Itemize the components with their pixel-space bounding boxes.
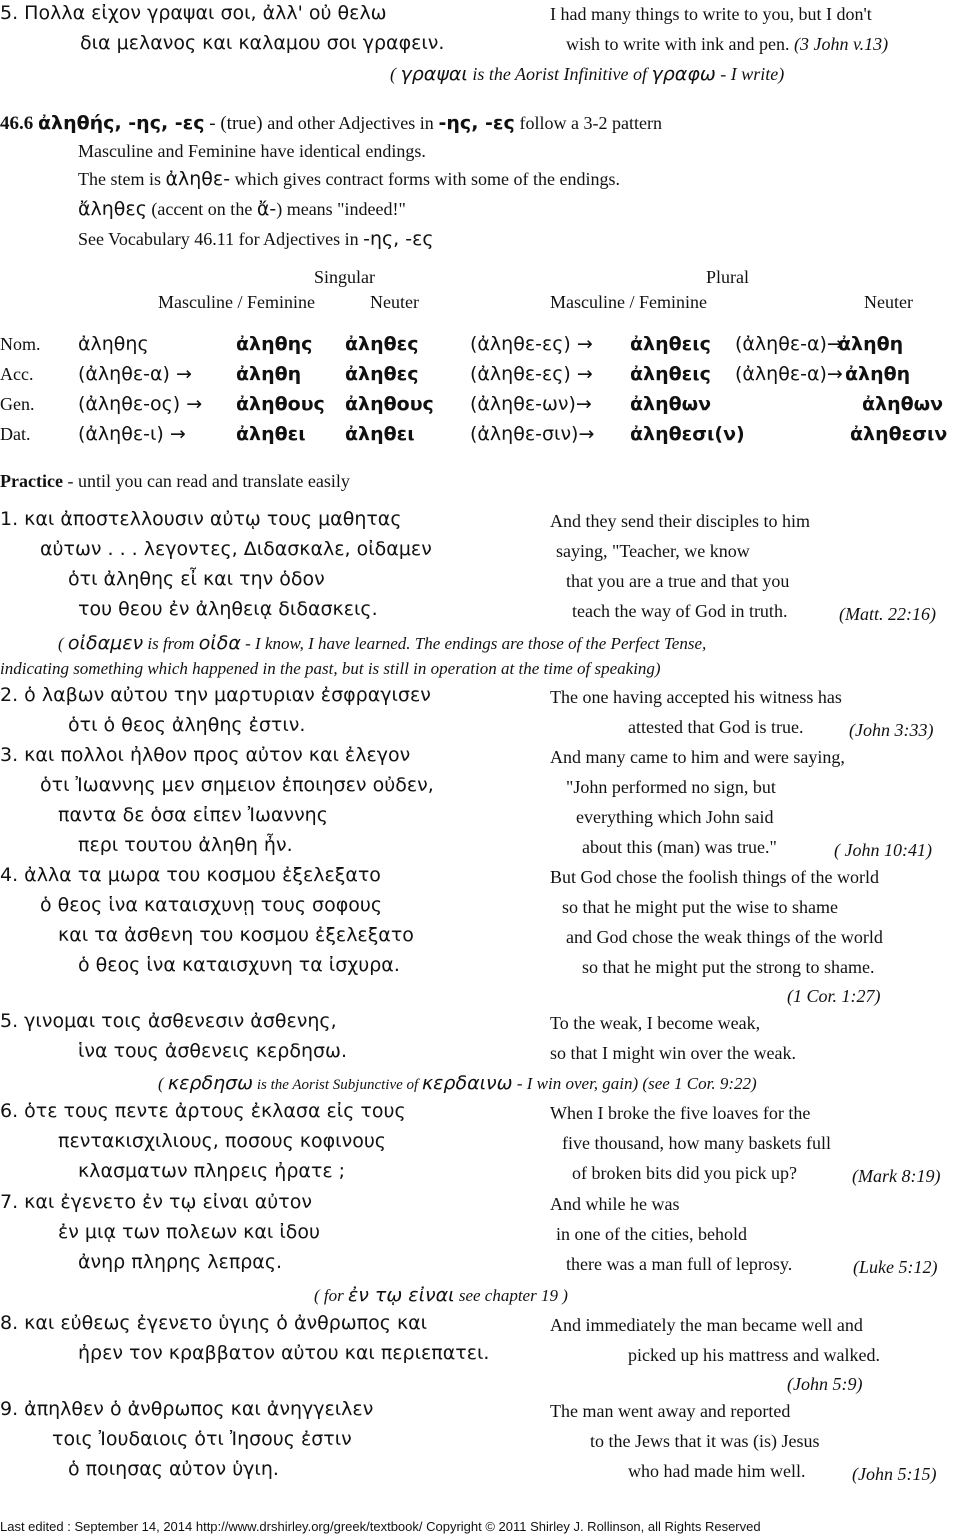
declension-pl-n-cell: ἀληθη [845, 363, 911, 385]
section-text: The stem is [78, 169, 161, 189]
practice-english-line: And they send their disciples to him [550, 511, 810, 531]
declension-sg-mf-cell: ἀληθους [236, 393, 325, 415]
practice-english-line: so that he might put the wise to shame [562, 897, 838, 917]
note-oidamen-line-2: indicating something which happened in the past, but is still in operation at the time of speaking) [0, 659, 661, 678]
declension-pl-n-cell: ἀληθεσιν [850, 423, 948, 445]
practice-english-line: And while he was [550, 1194, 680, 1214]
practice-english-line: five thousand, how many baskets full [562, 1133, 831, 1153]
note-paren: ( [158, 1074, 168, 1093]
declension-pl-mf-cell: ἀληθων [630, 393, 712, 415]
practice-english-line: "John performed no sign, but [566, 777, 776, 797]
practice-english-line: to the Jews that it was (is) Jesus [590, 1431, 820, 1451]
stem-greek: ἀληθε- [165, 168, 231, 190]
note-greek-word: οἰδαμεν [67, 632, 144, 654]
practice-greek-line: ὁτι ὁ θεος ἀληθης ἐστιν. [68, 714, 306, 736]
declension-pl-mf-cell: ἀληθεις [630, 363, 711, 385]
declension-sg-pre-cell: (ἀληθε-α) → [78, 363, 192, 385]
practice-greek-line: 3. και πολλοι ἠλθον προς αὐτον και ἐλεγον [0, 744, 411, 766]
declension-pl-mf-cell: ἀληθεσι(ν) [630, 423, 745, 445]
note-greek-word: κερδησω [167, 1072, 254, 1094]
note-text: is from [143, 634, 199, 653]
table-header-neuter-singular: Neuter [370, 292, 419, 312]
reference-6: (Mark 8:19) [852, 1166, 941, 1186]
section-text: ) means "indeed!" [276, 199, 406, 219]
practice-greek-line: του θεου ἐν ἀληθειᾳ διδασκεις. [78, 598, 378, 620]
declension-pl-pre-cell: (ἀληθε-σιν)→ [470, 423, 595, 445]
practice-greek-line: ὁτι Ἰωαννης μεν σημειον ἐποιησεν οὐδεν, [40, 774, 434, 796]
practice-heading [0, 472, 350, 490]
declension-case-cell: Gen. [0, 394, 35, 414]
table-header-mf-plural: Masculine / Feminine [550, 292, 707, 312]
practice-english-line: attested that God is true. [628, 717, 804, 737]
section-line-5 [78, 230, 434, 249]
practice-subtitle: - until you can read and translate easily [62, 471, 350, 491]
section-line-3 [78, 170, 620, 189]
declension-pl-pre-cell: (ἀληθε-ες) → [470, 363, 593, 385]
intro-greek-line-1: 5. Πολλα εἰχον γραψαι σοι, ἀλλ' οὐ θελω [0, 2, 387, 24]
section-line-4 [78, 200, 406, 219]
table-header-singular: Singular [314, 267, 375, 287]
practice-greek-line: 2. ὁ λαβων αὐτου την μαρτυριαν ἐσφραγισεν [0, 684, 431, 706]
reference-8: (John 5:9) [787, 1374, 863, 1394]
practice-english-line: that you are a true and that you [566, 571, 790, 591]
practice-greek-line: 8. και εὐθεως ἐγενετο ὑγιης ὁ ἀνθρωπος και [0, 1312, 428, 1334]
practice-greek-line: και τα ἀσθενη του κοσμου ἐξελεξατο [58, 924, 414, 946]
practice-english-line: teach the way of God in truth. [572, 601, 788, 621]
reference-4: (1 Cor. 1:27) [787, 986, 881, 1006]
section-heading-text-2: follow a 3-2 pattern [519, 113, 662, 133]
note-text: - I win over, gain) (see 1 Cor. 9:22) [512, 1074, 757, 1093]
practice-english-line: And immediately the man became well and [550, 1315, 863, 1335]
note-paren: ( [58, 634, 68, 653]
table-header-neuter-plural: Neuter [864, 292, 913, 312]
note-greek-word: οἰδα [198, 632, 241, 654]
section-heading-greek: ἀληθής, -ης, -ες [38, 112, 205, 134]
practice-greek-line: ἀνηρ πληρης λεπρας. [78, 1251, 283, 1273]
practice-english-line: in one of the cities, behold [556, 1224, 747, 1244]
practice-greek-line: αὐτων . . . λεγοντες, Διδασκαλε, οἰδαμεν [40, 538, 432, 560]
practice-english-line: The one having accepted his witness has [550, 687, 842, 707]
declension-case-cell: Dat. [0, 424, 31, 444]
practice-english-line: The man went away and reported [550, 1401, 791, 1421]
section-line-2: Masculine and Feminine have identical endings. [78, 141, 426, 161]
intro-english-line-1: I had many things to write to you, but I don't [550, 4, 872, 24]
practice-english-line: saying, "Teacher, we know [556, 541, 750, 561]
declension-pl-n-cell: ἀληθη [838, 333, 904, 355]
note-text: see chapter 19 ) [454, 1286, 568, 1305]
declension-sg-mf-cell: ἀληθει [236, 423, 306, 445]
declension-pl-npre-cell: (ἀληθε-α)→ [735, 333, 843, 355]
intro-english-line-2 [566, 35, 888, 53]
practice-title: Practice [0, 471, 63, 491]
declension-sg-n-cell: ἀληθες [345, 333, 419, 355]
note-greek-word: γραψαι [400, 63, 468, 85]
practice-greek-line: ἱνα τους ἀσθενεις κερδησω. [78, 1040, 348, 1062]
practice-english-line: And many came to him and were saying, [550, 747, 845, 767]
note-text: is the Aorist Infinitive of [467, 64, 652, 84]
section-text: See Vocabulary 46.11 for Adjectives in [78, 229, 359, 249]
table-header-plural: Plural [706, 267, 749, 287]
practice-greek-line: 6. ὁτε τους πεντε ἀρτους ἐκλασα εἰς τους [0, 1100, 406, 1122]
declension-pl-pre-cell: (ἀληθε-ων)→ [470, 393, 592, 415]
practice-greek-line: 7. και ἐγενετο ἐν τῳ εἰναι αὐτον [0, 1191, 312, 1213]
declension-pl-mf-cell: ἀληθεις [630, 333, 711, 355]
table-header-mf-singular: Masculine / Feminine [158, 292, 315, 312]
intro-english-text: wish to write with ink and pen. [566, 34, 790, 54]
note-text: - I write) [715, 64, 785, 84]
accent-greek: ἄ- [256, 198, 277, 220]
note-en-to-einai [314, 1286, 568, 1305]
practice-greek-line: 5. γινομαι τοις ἀσθενεσιν ἀσθενης, [0, 1010, 337, 1032]
note-greek-word: γραφω [651, 63, 716, 85]
reference-1: (Matt. 22:16) [839, 604, 936, 624]
practice-greek-line: 1. και ἀποστελλουσιν αὐτῳ τους μαθητας [0, 508, 402, 530]
page-footer: Last edited : September 14, 2014 http://www.drshirley.org/greek/textbook/ Copyright © 2011 Shirley J. Rollinson, all Rights Reserved [0, 1519, 761, 1534]
note-oidamen [58, 634, 706, 653]
practice-english-line: picked up his mattress and walked. [628, 1345, 880, 1365]
note-paren: ( [390, 64, 401, 84]
practice-greek-line: ἠρεν τον κραββατον αὐτου και περιεπατει. [78, 1342, 490, 1364]
section-heading-greek-2: -ης, -ες [438, 112, 515, 134]
declension-pl-pre-cell: (ἀληθε-ες) → [470, 333, 593, 355]
declension-sg-n-cell: ἀληθους [345, 393, 434, 415]
practice-english-line: so that he might put the strong to shame. [582, 957, 875, 977]
practice-english-line: there was a man full of leprosy. [566, 1254, 793, 1274]
practice-english-line: everything which John said [576, 807, 774, 827]
declension-pl-n-cell: ἀληθων [862, 393, 944, 415]
practice-greek-line: τοις Ἰουδαιοις ὁτι Ἰησους ἐστιν [52, 1428, 352, 1450]
practice-english-line: When I broke the five loaves for the [550, 1103, 811, 1123]
declension-pl-npre-cell: (ἀληθε-α)→ [735, 363, 843, 385]
declension-sg-mf-cell: ἀληθης [236, 333, 313, 355]
note-text: - I know, I have learned. The endings are those of the Perfect Tense, [240, 634, 707, 653]
reference-9: (John 5:15) [852, 1464, 937, 1484]
practice-english-line: who had made him well. [628, 1461, 806, 1481]
note-greek-phrase: ἐν τῳ εἰναι [348, 1284, 455, 1306]
declension-sg-pre-cell: (ἀληθε-ι) → [78, 423, 186, 445]
intro-reference: (3 John v.13) [793, 34, 889, 54]
practice-english-line: about this (man) was true." [582, 837, 777, 857]
note-paren: ( for [314, 1286, 348, 1305]
note-text: is the Aorist Subjunctive of [253, 1077, 422, 1093]
practice-greek-line: ὁ θεος ἱνα καταισχυνη τα ἰσχυρα. [78, 954, 400, 976]
section-text: (accent on the [151, 199, 253, 219]
practice-english-line: But God chose the foolish things of the world [550, 867, 879, 887]
intro-greek-line-2: δια μελανος και καλαμου σοι γραφειν. [80, 32, 445, 54]
section-text: which gives contract forms with some of the endings. [234, 169, 620, 189]
declension-sg-n-cell: ἀληθες [345, 363, 419, 385]
indeed-greek: ἄληθες [78, 198, 147, 220]
reference-7: (Luke 5:12) [853, 1257, 938, 1277]
practice-greek-line: παντα δε ὁσα εἰπεν Ἰωαννης [58, 804, 328, 826]
declension-case-cell: Acc. [0, 364, 34, 384]
intro-note [390, 65, 784, 84]
reference-3: ( John 10:41) [834, 840, 932, 860]
declension-sg-pre-cell: (ἀληθε-ος) → [78, 393, 203, 415]
practice-english-line: To the weak, I become weak, [550, 1013, 761, 1033]
section-heading-sub: - (true) [204, 113, 263, 134]
practice-greek-line: κλασματων πληρεις ἠρατε ; [78, 1160, 346, 1182]
practice-greek-line: ὁ ποιησας αὐτον ὑγιη. [68, 1458, 279, 1480]
note-kerdeso [158, 1074, 757, 1093]
practice-greek-line: ἐν μιᾳ των πολεων και ἰδου [58, 1221, 321, 1243]
declension-case-cell: Nom. [0, 334, 41, 354]
declension-sg-mf-cell: ἀληθη [236, 363, 302, 385]
practice-greek-line: πεντακισχιλιους, ποσους κοφινους [58, 1130, 386, 1152]
declension-sg-pre-cell: ἀληθης [78, 333, 149, 355]
section-heading-text: and other Adjectives in [267, 113, 434, 133]
declension-sg-n-cell: ἀληθει [345, 423, 415, 445]
note-greek-word: κερδαινω [421, 1072, 513, 1094]
section-heading [0, 114, 662, 133]
practice-english-line: of broken bits did you pick up? [572, 1163, 797, 1183]
practice-greek-line: ὁ θεος ἱνα καταισχυνῃ τους σοφους [40, 894, 383, 916]
practice-greek-line: περι τουτου ἀληθη ἦν. [78, 834, 293, 856]
section-number: 46.6 [0, 113, 34, 134]
endings-greek: -ης, -ες [363, 228, 434, 250]
practice-greek-line: ὁτι ἀληθης εἶ και την ὁδον [68, 568, 325, 590]
reference-2: (John 3:33) [849, 720, 934, 740]
practice-english-line: and God chose the weak things of the world [566, 927, 883, 947]
practice-greek-line: 9. ἀπηλθεν ὁ ἀνθρωπος και ἀνηγγειλεν [0, 1398, 374, 1420]
practice-greek-line: 4. ἀλλα τα μωρα του κοσμου ἐξελεξατο [0, 864, 381, 886]
practice-english-line: so that I might win over the weak. [550, 1043, 796, 1063]
